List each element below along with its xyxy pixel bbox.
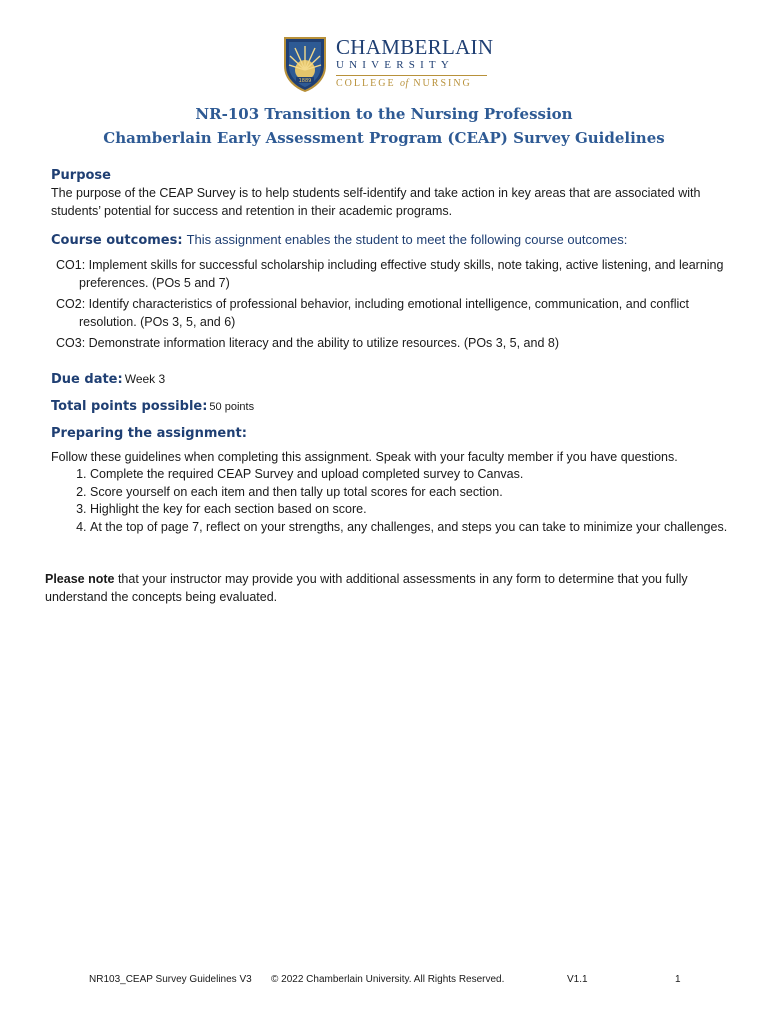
- outcome-item-co1: CO1: Implement skills for successful scholarship including effective study skills, note taking, active listening, and learning preferences. (POs 5 and 7): [56, 258, 724, 290]
- list-item: 2. Score yourself on each item and then tally up total scores for each section.: [90, 484, 760, 502]
- due-date-label: Due date:: [51, 372, 123, 387]
- steps-list: [51, 466, 760, 536]
- logo-name: CHAMBERLAIN: [336, 35, 494, 59]
- total-points: [51, 399, 254, 414]
- please-note: [45, 571, 725, 606]
- due-date: [51, 372, 165, 387]
- list-item: 3. Highlight the key for each section based on score.: [90, 501, 760, 519]
- outcomes-heading: Course outcomes: This assignment enables the student to meet the following course outcomes:: [51, 232, 628, 248]
- list-item: 1. Complete the required CEAP Survey and upload completed survey to Canvas.: [90, 466, 760, 484]
- footer-copyright: © 2022 Chamberlain University. All Rights Reserved.: [271, 974, 505, 985]
- purpose-text: The purpose of the CEAP Survey is to help students self-identify and take action in key areas that are associated with students’ potential for success and retention in their academic programs.: [51, 186, 701, 218]
- title-line-2: Chamberlain Early Assessment Program (CEAP) Survey Guidelines: [103, 129, 665, 147]
- note-text: that your instructor may provide you with additional assessments in any form to determine that you fully understand the concepts being evaluated.: [45, 572, 688, 604]
- title-line-1: NR-103 Transition to the Nursing Profession: [195, 105, 573, 123]
- logo-rule: [336, 75, 487, 76]
- seal-year: 1889: [298, 78, 312, 84]
- outcome-item-co2: CO2: Identify characteristics of professional behavior, including emotional intelligence, communication, and conflict resolution. (POs 3, 5, and 6): [56, 297, 689, 329]
- outcomes-intro: This assignment enables the student to meet the following course outcomes:: [186, 232, 628, 247]
- purpose-heading: Purpose: [51, 168, 111, 183]
- preparing-heading: Preparing the assignment:: [51, 426, 247, 441]
- logo-college: COLLEGE of NURSING: [336, 78, 472, 89]
- total-points-label: Total points possible:: [51, 399, 208, 414]
- document-title: [0, 102, 768, 150]
- list-item: 4. At the top of page 7, reflect on your strengths, any challenges, and steps you can take to minimize your challenges.: [90, 519, 760, 537]
- chamberlain-logo: [283, 35, 494, 94]
- footer-page-number: 1: [675, 974, 681, 985]
- logo-university: UNIVERSITY: [336, 59, 454, 71]
- total-points-value: 50 points: [209, 401, 255, 413]
- outcome-item-co3: CO3: Demonstrate information literacy and the ability to utilize resources. (POs 3, 5, and 8): [56, 336, 560, 350]
- footer-doc-name: NR103_CEAP Survey Guidelines V3: [89, 974, 252, 985]
- preparing-intro: Follow these guidelines when completing this assignment. Speak with your faculty member if you have questions.: [51, 450, 678, 464]
- note-bold: Please note: [45, 572, 115, 586]
- shield-seal-icon: [283, 36, 327, 92]
- footer-version: V1.1: [567, 974, 588, 985]
- due-date-value: Week 3: [124, 372, 166, 386]
